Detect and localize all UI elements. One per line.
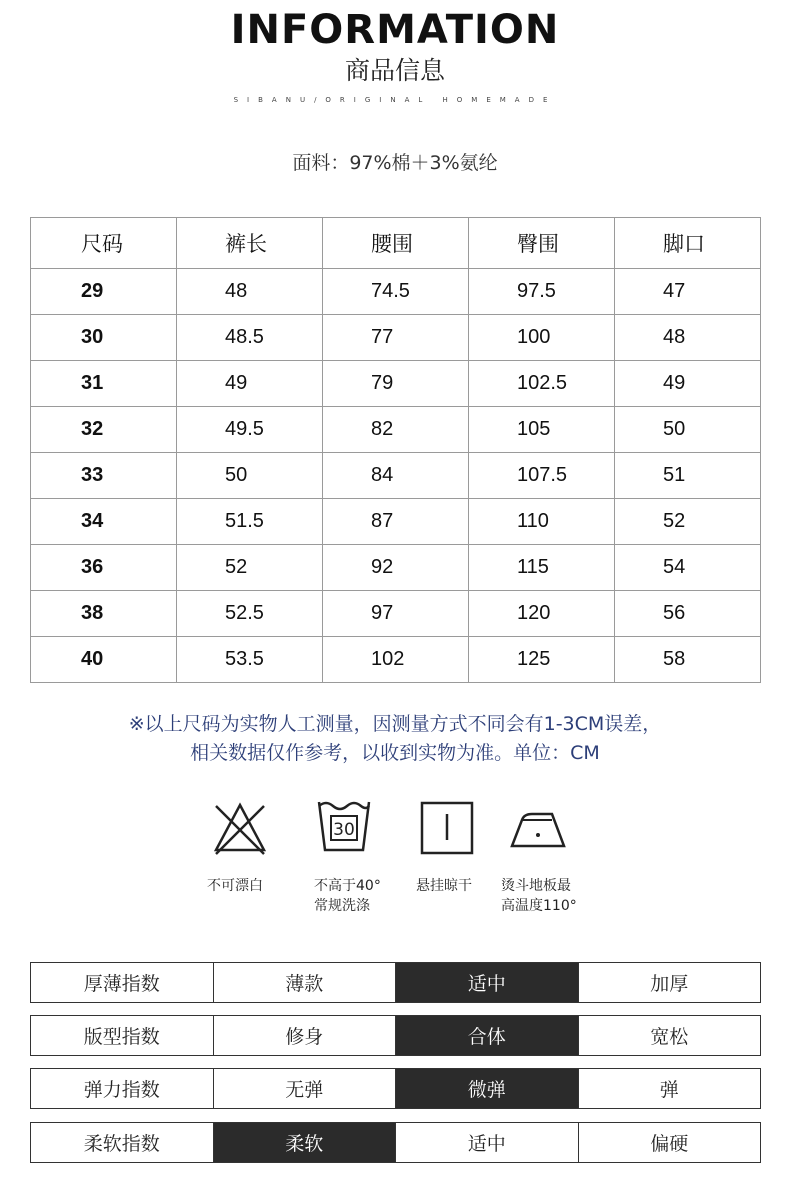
cell-waist: 84 — [323, 453, 469, 499]
index-option: 修身 — [213, 1016, 396, 1055]
header-size: 尺码 — [31, 218, 177, 269]
index-option-selected: 适中 — [395, 963, 578, 1002]
cell-waist: 77 — [323, 315, 469, 361]
table-row — [31, 361, 761, 407]
cell-length: 53.5 — [177, 637, 323, 683]
header-hip: 臀围 — [469, 218, 615, 269]
cell-hem: 47 — [615, 269, 761, 315]
page-subtitle: 商品信息 — [344, 56, 445, 85]
cell-hip: 97.5 — [469, 269, 615, 315]
page-title: INFORMATION — [230, 7, 560, 53]
cell-size: 38 — [31, 591, 177, 637]
cell-hip: 105 — [469, 407, 615, 453]
cell-length: 49.5 — [177, 407, 323, 453]
index-option: 宽松 — [578, 1016, 761, 1055]
cell-hem: 51 — [615, 453, 761, 499]
index-option: 弹 — [578, 1069, 761, 1108]
cell-length: 52.5 — [177, 591, 323, 637]
index-option: 偏硬 — [578, 1123, 761, 1162]
cell-hip: 107.5 — [469, 453, 615, 499]
cell-hem: 56 — [615, 591, 761, 637]
cell-hip: 125 — [469, 637, 615, 683]
cell-length: 52 — [177, 545, 323, 591]
no-bleach-icon — [212, 800, 268, 856]
index-label: 版型指数 — [83, 1026, 160, 1048]
cell-hem: 54 — [615, 545, 761, 591]
care-label-dry: 悬挂晾干 — [416, 878, 472, 894]
cell-length: 51.5 — [177, 499, 323, 545]
wash-temperature: 30 — [333, 820, 355, 840]
table-row — [31, 269, 761, 315]
cell-waist: 74.5 — [323, 269, 469, 315]
cell-hip: 115 — [469, 545, 615, 591]
header-waist: 腰围 — [323, 218, 469, 269]
iron-icon — [508, 808, 568, 850]
cell-hip: 110 — [469, 499, 615, 545]
cell-size: 30 — [31, 315, 177, 361]
care-label-bleach: 不可漂白 — [207, 878, 263, 894]
cell-hem: 50 — [615, 407, 761, 453]
cell-hem: 48 — [615, 315, 761, 361]
cell-hip: 120 — [469, 591, 615, 637]
index-option-selected: 柔软 — [213, 1123, 396, 1162]
cell-waist: 97 — [323, 591, 469, 637]
header-hem: 脚口 — [615, 218, 761, 269]
table-row — [31, 453, 761, 499]
cell-size: 31 — [31, 361, 177, 407]
cell-size: 34 — [31, 499, 177, 545]
index-option: 无弹 — [213, 1069, 396, 1108]
cell-hem: 52 — [615, 499, 761, 545]
cell-waist: 82 — [323, 407, 469, 453]
brand-tagline: SIBANU/ORIGINAL HOMEMADE — [233, 96, 557, 104]
index-row-softness — [30, 1122, 761, 1163]
index-option: 适中 — [395, 1123, 578, 1162]
size-table-header-row — [31, 218, 761, 269]
hang-dry-icon — [419, 800, 475, 856]
index-label: 弹力指数 — [83, 1079, 160, 1101]
cell-hip: 102.5 — [469, 361, 615, 407]
cell-length: 50 — [177, 453, 323, 499]
cell-size: 36 — [31, 545, 177, 591]
cell-waist: 92 — [323, 545, 469, 591]
care-label-wash: 不高于40° 常规洗涤 — [314, 878, 381, 914]
size-table — [30, 217, 761, 683]
index-label: 柔软指数 — [83, 1133, 160, 1155]
index-option-selected: 合体 — [395, 1016, 578, 1055]
index-label: 厚薄指数 — [83, 973, 160, 995]
care-label-iron: 烫斗地板最 高温度110° — [501, 878, 577, 914]
cell-waist: 87 — [323, 499, 469, 545]
wash-30-icon — [316, 800, 372, 856]
cell-size: 32 — [31, 407, 177, 453]
index-option-selected: 微弹 — [395, 1069, 578, 1108]
cell-size: 33 — [31, 453, 177, 499]
cell-size: 40 — [31, 637, 177, 683]
cell-waist: 79 — [323, 361, 469, 407]
index-option: 薄款 — [213, 963, 396, 1002]
measurement-note-line1: ※以上尺码为实物人工测量，因测量方式不同会有1-3CM误差， — [128, 713, 662, 735]
table-row — [31, 545, 761, 591]
cell-size: 29 — [31, 269, 177, 315]
index-option: 加厚 — [578, 963, 761, 1002]
cell-length: 48 — [177, 269, 323, 315]
header-length: 裤长 — [177, 218, 323, 269]
cell-hem: 58 — [615, 637, 761, 683]
index-row-fit — [30, 1015, 761, 1056]
measurement-note — [0, 710, 790, 768]
measurement-note-line2: 相关数据仅作参考，以收到实物为准。单位：CM — [190, 742, 600, 764]
cell-length: 49 — [177, 361, 323, 407]
cell-waist: 102 — [323, 637, 469, 683]
table-row — [31, 499, 761, 545]
table-row — [31, 407, 761, 453]
cell-hem: 49 — [615, 361, 761, 407]
table-row — [31, 591, 761, 637]
table-row — [31, 315, 761, 361]
index-row-thickness — [30, 962, 761, 1003]
size-table-body — [31, 269, 761, 683]
index-row-elasticity — [30, 1068, 761, 1109]
table-row — [31, 637, 761, 683]
cell-hip: 100 — [469, 315, 615, 361]
cell-length: 48.5 — [177, 315, 323, 361]
fabric-composition: 面料：97%棉＋3%氨纶 — [292, 152, 498, 174]
